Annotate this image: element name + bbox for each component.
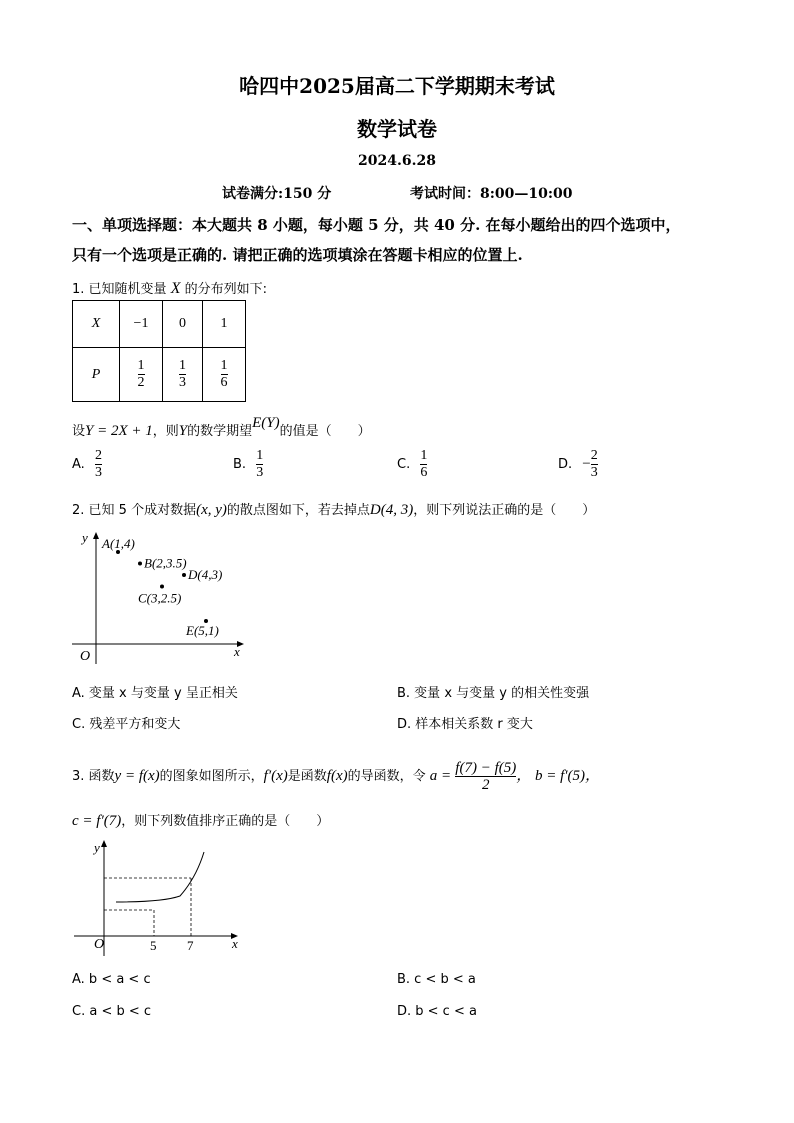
scatter-plot	[68, 528, 258, 668]
q2-text-a: 2. 已知 5 个成对数据	[72, 503, 197, 518]
q3-derivative: f′(x)	[263, 768, 288, 784]
fraction-denominator: 3	[94, 465, 102, 480]
question-3-text-line2	[72, 810, 329, 830]
scatter-point-label: E(5,1)	[186, 623, 219, 638]
option-label: C.	[397, 457, 411, 472]
q2-text-c: ，则下列说法正确的是（ ）	[413, 503, 596, 518]
q3-fx: f(x)	[326, 768, 348, 784]
tick-label-7: 7	[187, 938, 194, 953]
question-1-intro	[72, 278, 267, 298]
y-axis-arrow	[93, 532, 99, 539]
table-cell: 0	[163, 301, 203, 348]
q3-text-e: ，则下列数值排序正确的是（ ）	[121, 814, 330, 829]
option-label: D.	[558, 457, 573, 472]
x-axis-label: x	[234, 644, 240, 659]
fraction-denominator: 6	[420, 465, 428, 480]
q3-option-c[interactable]: C. a < b < c	[72, 1004, 152, 1019]
distribution-table	[72, 300, 246, 402]
fraction-numerator: 2	[94, 448, 102, 463]
fraction-denominator: 3	[590, 465, 598, 480]
scatter-point-label: B(2,3.5)	[144, 555, 187, 571]
tick-label-5: 5	[150, 938, 157, 953]
fraction-denominator: 3	[179, 375, 186, 390]
question-2-text	[72, 499, 595, 519]
fraction-denominator: 3	[256, 465, 264, 480]
fraction-numerator: 2	[590, 448, 598, 463]
negative-sign: −	[582, 456, 591, 472]
q1-ask-text-d: 的值是（ ）	[279, 424, 371, 439]
option-label: A.	[72, 457, 85, 472]
q2-option-b[interactable]: B. 变量 x 与变量 y 的相关性变强	[397, 686, 590, 701]
q3-option-a[interactable]: A. b < a < c	[72, 972, 151, 987]
fraction-numerator: f(7) − f(5)	[455, 760, 517, 776]
q2-option-d[interactable]: D. 样本相关系数 r 变大	[397, 717, 533, 732]
x-axis-label: x	[232, 936, 238, 951]
q3-a-lhs: a =	[429, 768, 452, 784]
table-cell: −1	[120, 301, 163, 348]
q3-c-definition: c = f′(7)	[72, 813, 122, 829]
q1-intro-text-b: 的分布列如下:	[184, 282, 267, 297]
q2-option-a[interactable]: A. 变量 x 与变量 y 呈正相关	[72, 686, 238, 701]
q1-equation: Y = 2X + 1	[85, 423, 153, 439]
table-cell	[163, 348, 203, 402]
q1-var-y: Y	[178, 423, 188, 439]
section-instructions-line2: 只有一个选项是正确的. 请把正确的选项填涂在答题卡相应的位置上.	[72, 246, 523, 264]
y-axis-arrow	[101, 840, 107, 847]
option-label: B.	[233, 457, 247, 472]
section-instructions-line1: 一、单项选择题：本大题共 8 小题，每小题 5 分，共 40 分. 在每小题给出的四个选项中，	[72, 216, 681, 234]
scatter-point-label: A(1,4)	[102, 536, 135, 551]
q2-pair: (x, y)	[196, 502, 227, 518]
q2-option-c[interactable]: C. 残差平方和变大	[72, 717, 181, 732]
exam-time: 考试时间：8:00—10:00	[410, 186, 573, 202]
y-axis-label: y	[82, 530, 88, 545]
y-axis-label: y	[94, 840, 100, 855]
q1-option-d[interactable]	[558, 448, 598, 481]
table-cell	[203, 348, 246, 402]
fraction-denominator: 6	[220, 375, 228, 390]
scatter-point	[160, 585, 164, 589]
table-head-x: X	[73, 301, 120, 348]
q1-option-c[interactable]	[397, 448, 427, 481]
fraction-numerator: 1	[137, 358, 145, 373]
q1-ask-text-c: 的数学期望	[187, 424, 253, 439]
q3-option-d[interactable]: D. b < c < a	[397, 1004, 477, 1019]
q3-b-definition: ， b = f′(5)，	[516, 768, 601, 784]
q1-intro-text-a: 1. 已知随机变量	[72, 282, 167, 297]
exam-subtitle: 数学试卷	[357, 117, 437, 141]
scatter-point-label: C(3,2.5)	[138, 590, 182, 606]
total-score: 试卷满分:150 分	[222, 186, 332, 202]
q2-text-b: 的散点图如下，若去掉点	[226, 503, 370, 518]
q1-var-x: X	[170, 280, 181, 297]
q1-expectation: E(Y)	[252, 415, 280, 431]
q2-point-d: D(4, 3)	[369, 502, 414, 518]
origin-label: O	[80, 649, 91, 664]
q3-func: y = f(x)	[114, 768, 160, 784]
table-cell	[120, 348, 163, 402]
question-3-text-line1	[72, 760, 600, 793]
q3-text-b: 的图象如图所示，	[159, 769, 264, 784]
table-cell: 1	[203, 301, 246, 348]
table-head-p: P	[73, 348, 120, 402]
fraction-numerator: 1	[420, 448, 428, 463]
exam-title: 哈四中2025届高二下学期期末考试	[239, 74, 555, 98]
scatter-points	[101, 536, 222, 638]
q1-ask-text-a: 设	[72, 424, 86, 439]
origin-label: O	[94, 937, 105, 952]
fraction-numerator: 1	[256, 448, 264, 463]
q1-option-b[interactable]	[233, 448, 263, 481]
function-graph	[68, 838, 248, 958]
question-1-ask	[72, 415, 371, 440]
fraction-numerator: 1	[179, 358, 186, 373]
fraction-denominator: 2	[137, 375, 145, 390]
q3-text-d: 的导函数，令	[347, 769, 426, 784]
q3-text-c: 是函数	[287, 769, 327, 784]
scatter-point	[138, 562, 142, 566]
fraction-denominator: 2	[482, 777, 490, 793]
q1-ask-text-b: ，则	[152, 424, 179, 439]
scatter-point-label: D(4,3)	[188, 567, 223, 582]
q3-option-b[interactable]: B. c < b < a	[397, 972, 476, 987]
fraction-numerator: 1	[220, 358, 228, 373]
scatter-point	[182, 573, 186, 577]
q3-text-a: 3. 函数	[72, 769, 115, 784]
exam-date: 2024.6.28	[358, 153, 436, 169]
q1-option-a[interactable]	[72, 448, 102, 481]
